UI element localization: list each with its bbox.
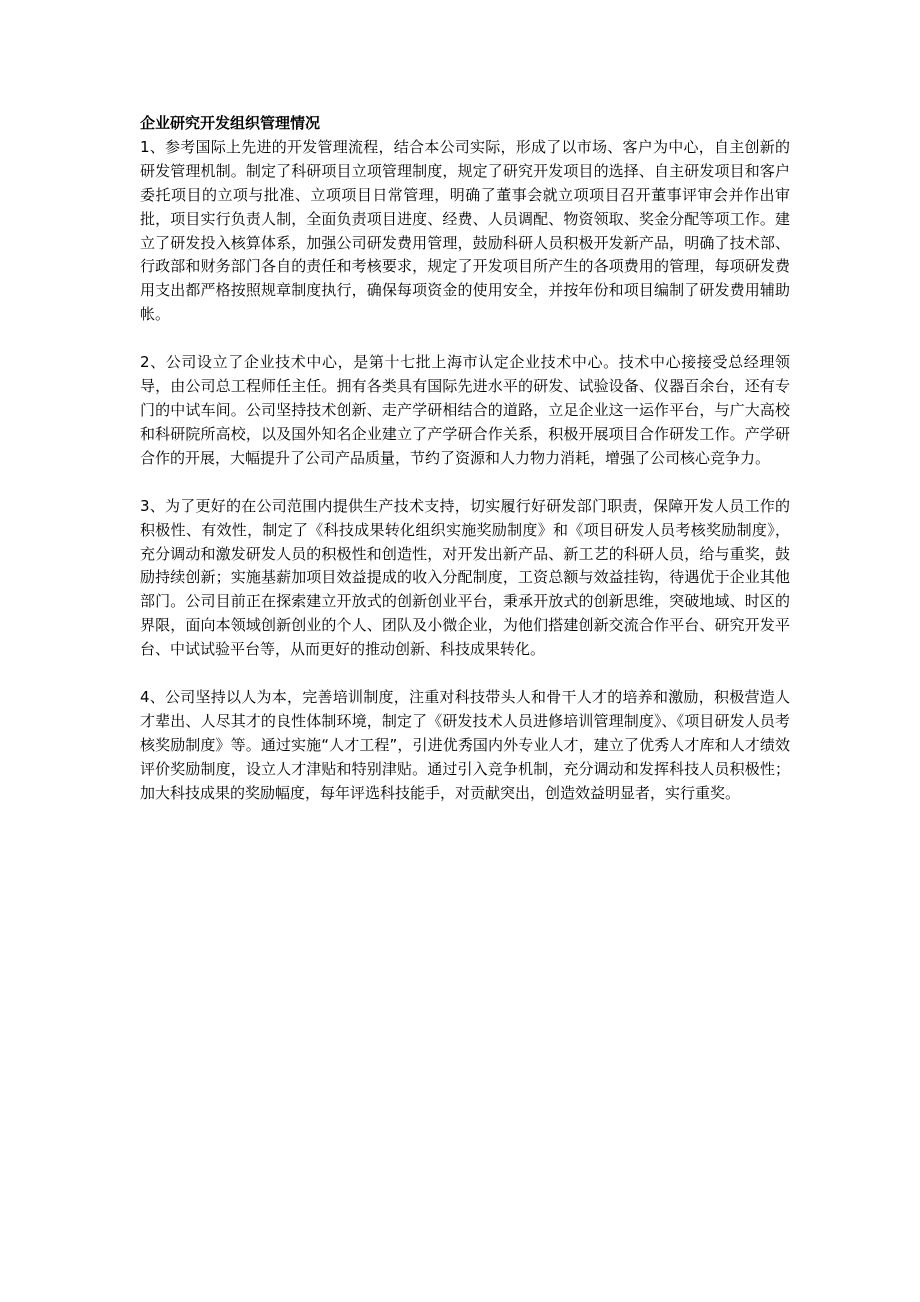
- paragraph-2: 2、公司设立了企业技术中心，是第十七批上海市认定企业技术中心。技术中心接接受总经理领导，由公司总工程师任主任。拥有各类具有国际先进水平的研发、试验设备、仪器百余台，还有专门的中试车间。公司坚持技术创新、走产学研相结合的道路，立足企业这一运作平台，与广大高校和科研院所高校，以及国外知名企业建立了产学研合作关系，积极开展项目合作研发工作。产学研合作的开展，大幅提升了公司产品质量，节约了资源和人力物力消耗，增强了公司核心竞争力。: [140, 353, 790, 467]
- paragraph-3: 3、为了更好的在公司范围内提供生产技术支持，切实履行好研发部门职责，保障开发人员工作的积极性、有效性，制定了《科技成果转化组织实施奖励制度》和《项目研发人员考核奖励制度》，充分调动和激发研发人员的积极性和创造性，对开发出新产品、新工艺的科研人员，给与重奖，鼓励持续创新；实施基薪加项目效益提成的收入分配制度，工资总额与效益挂钩，待遇优于企业其他部门。公司目前正在探索建立开放式的创新创业平台，秉承开放式的创新思维，突破地域、时区的界限，面向本领域创新创业的个人、团队及小微企业，为他们搭建创新交流合作平台、研究开发平台、中试试验平台等，从而更好的推动创新、科技成果转化。: [140, 496, 790, 659]
- paragraph-1: 1、参考国际上先进的开发管理流程，结合本公司实际，形成了以市场、客户为中心，自主创新的研发管理机制。制定了科研项目立项管理制度，规定了研究开发项目的选择、自主研发项目和客户委托项目的立项与批准、立项项目日常管理，明确了董事会就立项项目召开董事评审会并作出审批，项目实行负责人制，全面负责项目进度、经费、人员调配、物资领取、奖金分配等项工作。建立了研发投入核算体系，加强公司研发费用管理，鼓励科研人员积极开发新产品，明确了技术部、行政部和财务部门各自的责任和考核要求，规定了开发项目所产生的各项费用的管理，每项研发费用支出都严格按照规章制度执行，确保每项资金的使用安全，并按年份和项目编制了研发费用辅助帐。: [140, 137, 790, 324]
- paragraph-4: 4、公司坚持以人为本，完善培训制度，注重对科技带头人和骨干人才的培养和激励，积极营造人才辈出、人尽其才的良性体制环境，制定了《研发技术人员进修培训管理制度》、《项目研发人员考核奖励制度》等。通过实施“人才工程”，引进优秀国内外专业人才，建立了优秀人才库和人才绩效评价奖励制度，设立人才津贴和特别津贴。通过引入竞争机制，充分调动和发挥科技人员积极性；加大科技成果的奖励幅度，每年评选科技能手，对贡献突出，创造效益明显者，实行重奖。: [140, 688, 790, 802]
- document-title: 企业研究开发组织管理情况: [140, 114, 321, 132]
- document-page: [140, 112, 790, 806]
